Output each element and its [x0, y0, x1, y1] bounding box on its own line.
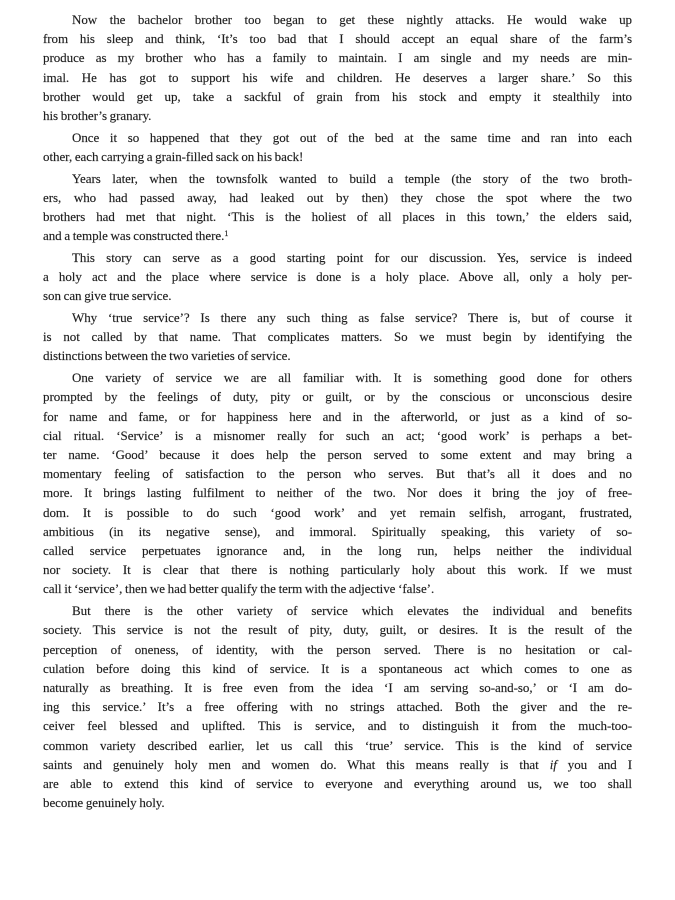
- text-line: other, each carrying a grain-filled sack on his back!: [43, 148, 304, 164]
- text-line: ter name. ‘Good’ because it does help the person served to some extent and may bring a: [43, 446, 632, 462]
- text-line: nor society. It is clear that there is nothing particularly holy about this work. If we must: [43, 562, 632, 578]
- text-line: Why ‘true service’? Is there any such thing as false service? There is, but of course it: [72, 310, 632, 326]
- text-line: Now the bachelor brother too began to get these nightly attacks. He would wake up: [72, 12, 632, 27]
- italic-text: if: [549, 756, 557, 772]
- text-line: is not called by that name. That complicates matters. So we must begin by identifying the: [43, 329, 632, 345]
- text-line: cial ritual. ‘Service’ is a misnomer really for such an act; ‘good work’ is perhaps a bet-: [43, 427, 632, 443]
- text-line: imal. He has got to support his wife and children. He deserves a larger share.’ So this: [43, 69, 632, 85]
- footnote-reference: 1: [224, 228, 229, 239]
- text-line: his brother’s granary.: [43, 108, 152, 124]
- text-line: This story can serve as a good starting point for our discussion. Yes, service is indeed: [72, 249, 632, 265]
- paragraph: [43, 10, 632, 125]
- text-line: But there is the other variety of service which elevates the individual and benefits: [72, 603, 632, 619]
- text-line: brothers had met that night. ‘This is the holiest of all places in this town,’ the elders said,: [43, 209, 632, 225]
- text-line: ambitious (in its negative sense), and immoral. Spiritually speaking, this variety of so-: [43, 523, 632, 539]
- text-line: called service perpetuates ignorance and, in the long run, helps neither the individual: [43, 542, 632, 558]
- text-line: ers, who had passed away, had leaked out by then) they chose the spot where the two: [43, 189, 632, 205]
- text-line: common variety described earlier, let us call this ‘true’ service. This is the kind of service: [43, 737, 632, 753]
- paragraph: [43, 169, 632, 246]
- text-line: perception of oneness, of identity, with the person served. There is no hesitation or cal-: [43, 641, 632, 657]
- paragraph: [43, 308, 632, 366]
- paragraph: [43, 248, 632, 306]
- text-line: from his sleep and think, ‘It’s too bad that I should accept an equal share of the farm’s: [43, 31, 632, 47]
- text-line: call it ‘service’, then we had better qualify the term with the adjective ‘false’.: [43, 581, 435, 597]
- text-line: saints and genuinely holy men and women do. What this means really is that if you and I: [43, 756, 632, 772]
- text-line: produce as my brother who has a family to maintain. I am single and my needs are min-: [43, 50, 632, 66]
- text-block: [43, 10, 632, 815]
- text-line: are able to extend this kind of service to everyone and everything around us, we too shall: [43, 775, 632, 791]
- text-line: naturally as breathing. It is free even from the idea ‘I am serving so-and-so,’ or ‘I am do-: [43, 679, 632, 695]
- text-line: ceiver feel blessed and uplifted. This is service, and to distinguish it from the much-too-: [43, 718, 632, 734]
- paragraph: [43, 601, 632, 812]
- text-line: Once it so happened that they got out of the bed at the same time and ran into each: [72, 129, 632, 145]
- text-line: son can give true service.: [43, 288, 172, 304]
- text-line: One variety of service we are all familiar with. It is something good done for others: [72, 370, 632, 386]
- text-line: prompted by the feelings of duty, pity or guilt, or by the conscious or unconscious desire: [43, 389, 632, 405]
- text-line: more. It brings lasting fulfilment to neither of the two. Nor does it bring the joy of free-: [43, 485, 632, 501]
- text-line: and a temple was constructed there.$^1$: [43, 228, 229, 244]
- text-line: become genuinely holy.: [43, 795, 165, 811]
- text-line: society. This service is not the result of pity, duty, guilt, or desires. It is the result of the: [43, 622, 632, 638]
- text-line: ing this service.’ It’s a free offering with no strings attached. Both the giver and the re-: [43, 699, 632, 715]
- paragraph: [43, 368, 632, 598]
- text-line: distinctions between the two varieties of service.: [43, 348, 291, 364]
- text-line: brother would get up, take a sackful of grain from his stock and empty it stealthily into: [43, 88, 632, 104]
- paragraph: [43, 128, 632, 166]
- text-line: Years later, when the townsfolk wanted to build a temple (the story of the two broth-: [72, 170, 632, 186]
- text-line: culation before doing this kind of service. It is a spontaneous act which comes to one as: [43, 660, 632, 676]
- text-line: dom. It is possible to do such ‘good work’ and yet remain selfish, arrogant, frustrated,: [43, 504, 632, 520]
- text-line: for name and fame, or for happiness here and in the afterworld, or just as a kind of so-: [43, 408, 632, 424]
- text-line: momentary feeling of satisfaction to the person who serves. But that’s all it does and no: [43, 466, 632, 482]
- text-line: a holy act and the place where service is done is a holy place. Above all, only a holy per-: [43, 269, 632, 285]
